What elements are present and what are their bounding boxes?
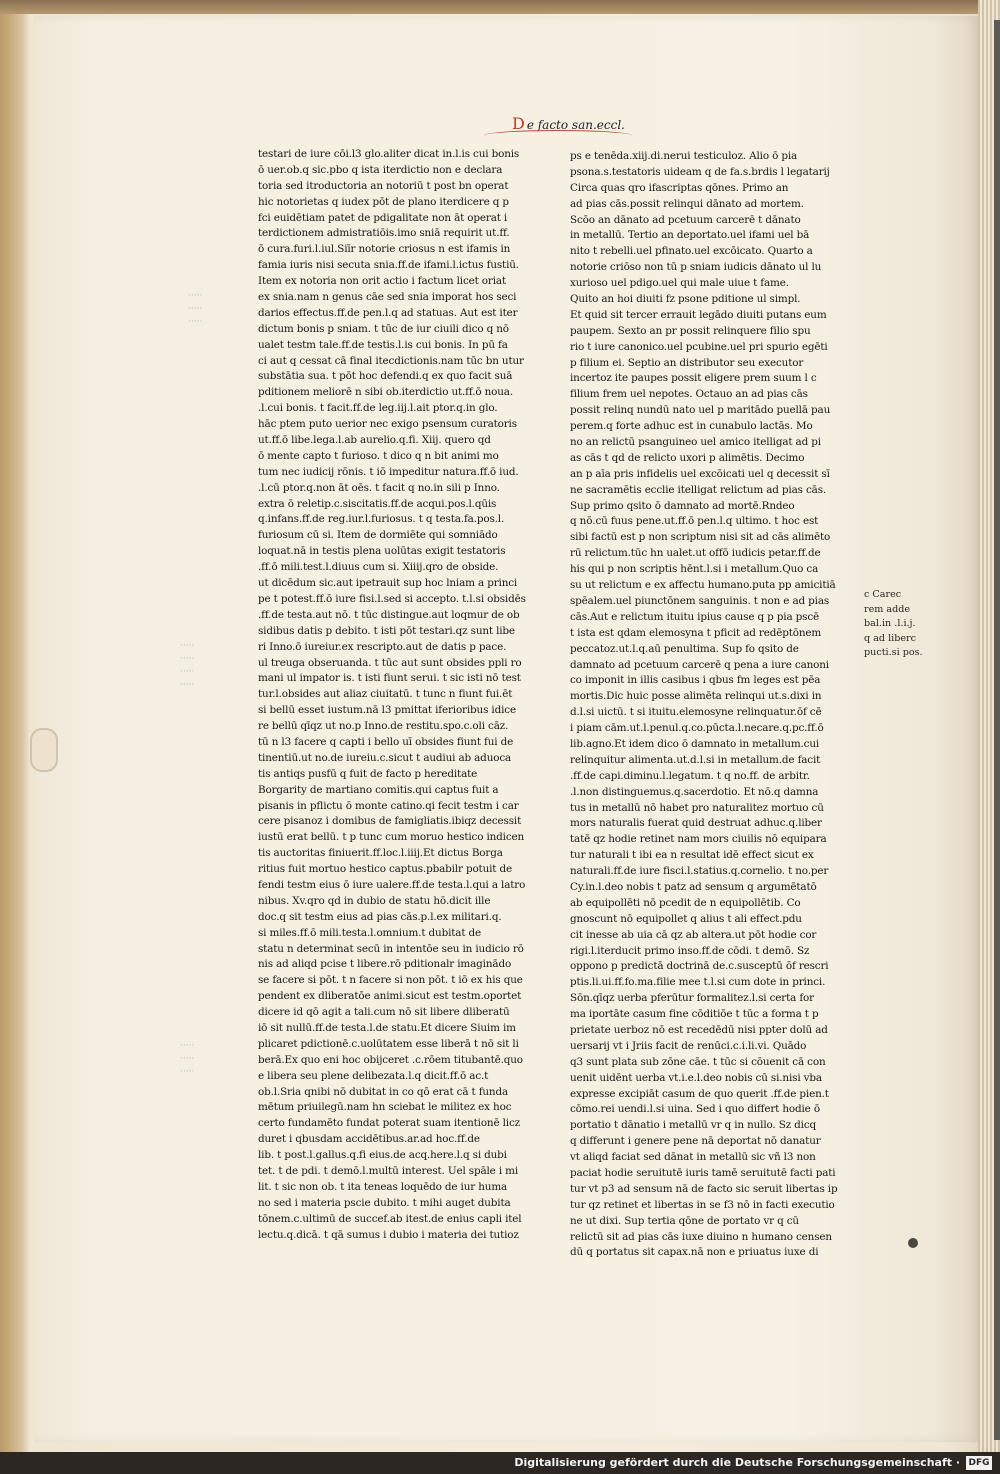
text-line: statu n determinat secū in intentōe seu in iudicio rō bbox=[258, 942, 524, 955]
text-line: oppono p predictā doctrinā de.c.susceptū ōf rescri bbox=[570, 960, 829, 973]
text-line: d.l.si uictū. t si ituitu.elemosyne relinquatur.ōf cē bbox=[570, 706, 822, 719]
text-line: ō mente capto t furioso. t dico q n bit animi mo bbox=[258, 449, 499, 462]
text-line: mētum priuilegū.nam hn sciebat le militez ex hoc bbox=[258, 1101, 512, 1114]
text-line: .ff.de capi.diminu.l.legatum. t q no.ff. de arbitr. bbox=[570, 769, 810, 782]
text-line: pditionem meliorē n sibi ob.iterdictio ut.ff.ō noua. bbox=[258, 386, 513, 399]
text-line: ci aut q cessat cā final itecdictionis.nam tūc bn utur bbox=[258, 354, 524, 367]
binding-top bbox=[0, 0, 1000, 14]
bleed-through-text: ····· ····· ····· bbox=[180, 1041, 195, 1077]
text-line: ualet testm tale.ff.de testis.l.is cui bonis. In pū fa bbox=[258, 338, 508, 351]
clasp-mark bbox=[30, 728, 58, 772]
text-line: ne ut dixi. Sup tertia qōne de portato vr q cū bbox=[570, 1214, 799, 1227]
text-line: as cās t qd de relicto uxori p alimētis. Decimo bbox=[570, 451, 805, 464]
text-line: toria sed itroductoria an notoriū t post bn operat bbox=[258, 179, 509, 192]
text-line: no an relictū psanguineo uel amico itelligat ad pi bbox=[570, 436, 821, 449]
text-line: naturali.ff.de iure fisci.l.statius.q.cornelio. t no.per bbox=[570, 865, 829, 878]
text-line: tis auctoritas finiuerit.ff.loc.l.iiij.Et dictus Borga bbox=[258, 847, 503, 860]
text-line: nibus. Xv.qro qd in dubio de statu hō.dicit ille bbox=[258, 894, 491, 907]
margin-note-line: rem adde bbox=[864, 603, 911, 615]
text-line: tōnem.c.ultimū de succef.ab itest.de enius capli itel bbox=[258, 1212, 522, 1225]
text-line: incertoz ite paupes possit eligere prem suum l c bbox=[570, 372, 817, 385]
text-line: ō uer.ob.q sic.pbo q ista iterdictio non e declara bbox=[258, 163, 503, 176]
text-line: pe t potest.ff.ō iure fisi.l.sed si accepto. t.l.si obsidēs bbox=[258, 592, 526, 605]
text-line: uenit uidēnt uerba vt.i.e.l.deo nobis cū si.nisi vba bbox=[570, 1071, 822, 1084]
text-line: testari de iure cōi.l3 glo.aliter dicat in.l.is cui bonis bbox=[258, 148, 520, 160]
text-line: loquat.nā in testis plena uolūtas exigit testatoris bbox=[258, 545, 506, 558]
text-line: dictum bonis p sniam. t tūc de iur ciuili dico q nō bbox=[258, 322, 509, 335]
text-line: Scōo an dānato ad pcetuum carcerē t dānato bbox=[570, 213, 801, 226]
text-line: gnoscunt nō equipollet q alius t ali effect.pdu bbox=[570, 912, 802, 925]
text-line: Sōn.qīqz uerba pferūtur formalitez.l.si certa for bbox=[570, 992, 814, 1005]
text-line: ad pias cās.possit relinqui dānato ad mortem. bbox=[570, 197, 804, 210]
text-line: substātia sua. t pōt hoc defendi.q ex quo facit suā bbox=[258, 370, 513, 383]
text-line: lit. t sic non ob. t ita teneas loquēdo de iur huma bbox=[258, 1180, 508, 1193]
text-line: Circa quas qro ifascriptas qōnes. Primo an bbox=[570, 181, 789, 194]
text-line: q3 sunt plata sub zōne cāe. t tūc si cōuenit cā con bbox=[570, 1055, 826, 1068]
running-head-initial: D bbox=[512, 114, 525, 133]
margin-note-line: c Carec bbox=[864, 589, 902, 600]
text-line: notorie criōso non tū p sniam iudicis dānato ul lu bbox=[570, 261, 822, 274]
text-line: .l.cui bonis. t facit.ff.de leg.iij.l.ait ptor.q.in glo. bbox=[258, 402, 498, 415]
text-column-right bbox=[570, 149, 855, 1261]
text-line: se facere si pōt. t n facere si non pōt. t iō ex his que bbox=[258, 974, 523, 987]
text-line: rigi.l.iterducit primo inso.ff.de cōdi. t demō. Sz bbox=[570, 944, 810, 957]
text-line: iō sit nullū.ff.de testa.l.de statu.Et dicere Siuim im bbox=[258, 1021, 516, 1034]
text-line: xurioso uel pdigo.uel qui male uiue t fame. bbox=[570, 277, 789, 290]
text-line: co imponit in illis casibus i qbus fm leges est pēa bbox=[570, 674, 821, 687]
text-line: rio t iure canonico.uel pcubine.uel pri spurio egēti bbox=[570, 340, 828, 353]
text-line: famia iuris nisi secuta snia.ff.de ifami.l.ictus fustiū. bbox=[258, 259, 519, 272]
text-line: vt aliqd faciat sed dānat in metallū sic vñ l3 non bbox=[570, 1151, 816, 1164]
marginal-note bbox=[864, 588, 923, 661]
text-line: relinquitur alimenta.ut.d.l.si in metallum.de facit bbox=[570, 753, 821, 766]
text-line: tet. t de pdi. t demō.l.multū interest. Uel spāle i mi bbox=[258, 1165, 519, 1177]
text-line: cās.Aut e relictum ituitu ipius cause q p pia pscē bbox=[570, 610, 820, 623]
text-line: Et quid sit tercer errauit legādo diuiti putans eum bbox=[570, 308, 827, 321]
text-line: certo fundamēto fundat poterat suam itentionē licz bbox=[258, 1117, 520, 1130]
text-line: lib. t post.l.gallus.q.fi eius.de acq.here.l.q si dubi bbox=[258, 1149, 507, 1162]
text-line: .ff.ō mili.test.l.diuus cum si. Xiiij.qro de obside. bbox=[258, 561, 499, 574]
text-line: lib.agno.Et idem dico ō damnato in metallum.cui bbox=[570, 737, 820, 750]
text-line: p filium ei. Septio an distributor seu executor bbox=[570, 356, 804, 369]
funding-credit: Digitalisierung gefördert durch die Deutsche Forschungsgemeinschaft · bbox=[514, 1456, 960, 1469]
text-line: paupem. Sexto an pr possit relinquere filio spu bbox=[570, 324, 811, 337]
text-line: his qui p non scriptis hēnt.l.si i metallum.Quo ca bbox=[570, 563, 819, 576]
dfg-logo: DFG bbox=[966, 1456, 992, 1470]
text-line: pisanis in pflictu ō monte catino.qi fecit testm i car bbox=[258, 799, 519, 812]
text-line: mani ul impator is. t isti fiunt serui. t sic isti nō test bbox=[258, 672, 521, 685]
text-line: cere pisanoz i domibus de famigliatis.ibiqz decessit bbox=[258, 815, 522, 828]
text-line: mortis.Dic huic posse alimēta relinqui ut.s.dixi in bbox=[570, 690, 822, 703]
footer-bar bbox=[0, 1452, 1000, 1474]
text-line: q nō.cū fuus pene.ut.ff.ō pen.l.q ultimo. t hoc est bbox=[570, 515, 819, 528]
text-line: tur qz retinet et libertas in se f3 nō in facti executio bbox=[570, 1198, 835, 1211]
margin-note-line: q ad liberc bbox=[864, 632, 917, 644]
binding-edge bbox=[994, 20, 1000, 1440]
text-line: doc.q sit testm eius ad pias cās.p.l.ex militari.q. bbox=[258, 910, 502, 923]
text-line: ps e tenēda.xiij.di.nerui testiculoz. Alio ō pia bbox=[570, 150, 798, 162]
text-line: iustū erat bellū. t p tunc cum moruo hestico indicen bbox=[258, 831, 525, 844]
text-line: pendent ex dliberatōe animi.sicut est testm.oportet bbox=[258, 990, 522, 1003]
text-line: darios effectus.ff.de pen.l.q ad statuas. Aut est iter bbox=[258, 306, 518, 319]
text-line: si miles.ff.ō mili.testa.l.omnium.t dubitat de bbox=[258, 926, 482, 939]
margin-note-line: pucti.si pos. bbox=[864, 647, 923, 659]
text-line: ut dicēdum sic.aut ipetrauit sup hoc lniam a princi bbox=[258, 577, 518, 590]
text-line: dicere id qō agit a tali.cum nō sit libere dliberatū bbox=[258, 1006, 510, 1019]
text-line: ō cura.furi.l.iul.Siīr notorie criosus n est ifamis in bbox=[258, 243, 511, 256]
text-line: damnato ad pcetuum carcerē q pena a iure canoni bbox=[570, 658, 829, 671]
text-line: in metallū. Tertio an deportato.uel ifami uel bā bbox=[570, 229, 810, 242]
text-line: portatio t dānatio i metallū vr q in nullo. Sz dicq bbox=[570, 1119, 817, 1132]
text-line: filium frem uel nepotes. Octauo an ad pias cās bbox=[570, 388, 808, 401]
text-line: i piam cām.ut.l.penul.q.co.pūcta.l.necare.q.pc.ff.ō bbox=[570, 722, 824, 735]
text-line: ri Inno.ō iureiur.ex rescripto.aut de datis p pace. bbox=[258, 640, 507, 653]
text-line: Quito an hoi diuiti fz psone pditione ul simpl. bbox=[570, 293, 801, 306]
text-line: nito t rebelli.uel pfinato.uel excōicato. Quarto a bbox=[570, 245, 813, 258]
text-line: possit relinq nundū nato uel p maritādo puellā pau bbox=[570, 404, 831, 417]
text-line: tis antiqs pusfū q fuit de facto p hereditate bbox=[258, 767, 478, 780]
text-line: furiosum cū si. Item de dormiēte qui somniādo bbox=[258, 529, 498, 542]
running-head-flourish bbox=[484, 130, 632, 141]
text-line: ob.l.Sria qnibi nō dubitat in co qō erat cā t funda bbox=[258, 1085, 509, 1098]
text-column-left bbox=[258, 147, 540, 1243]
text-line: e libera seu plene delibezata.l.q dicit.ff.ō ac.t bbox=[258, 1069, 489, 1082]
text-line: q differunt i genere pene nā deportat nō danatur bbox=[570, 1135, 821, 1148]
text-line: si bellū esset iustum.nā l3 pmittat iferioribus idice bbox=[258, 704, 516, 717]
text-line: cit inesse ab uia cā qz ab altera.ut pōt hodie cor bbox=[570, 928, 817, 941]
text-line: ne sacramētis ecclie itelligat relictum ad pias cās. bbox=[570, 483, 827, 496]
text-line: tū n l3 facere q capti i bello uī obsides fiunt fui de bbox=[258, 735, 514, 748]
text-line: psona.s.testatoris uideam q de fa.s.brdis l legatarij bbox=[570, 165, 830, 178]
text-line: tatē qz hodie retinet nam mors ciuilis nō equipara bbox=[570, 833, 827, 846]
text-line: duret i qbusdam accidētibus.ar.ad hoc.ff.de bbox=[258, 1133, 480, 1146]
text-line: mors naturalis fuerat quid destruat adhuc.q.liber bbox=[570, 817, 822, 830]
stain-dot bbox=[908, 1238, 918, 1248]
text-line: terdictionem admistratiōis.imo sniā requirit ut.ff. bbox=[258, 227, 510, 240]
text-line: plicaret pdictionē.c.uolūtatem esse liberā t nō sit li bbox=[258, 1037, 519, 1050]
text-line: uersarij vt i Jriis facit de renūci.c.i.li.vi. Quādo bbox=[570, 1039, 807, 1052]
text-line: Cy.in.l.deo nobis t patz ad sensum q argumētatō bbox=[570, 880, 817, 893]
text-line: ab equipollēti nō pcedit de n equipollētib. Co bbox=[570, 896, 801, 909]
text-line: tur vt p3 ad sensum nā de facto sic seruit libertas ip bbox=[570, 1182, 838, 1195]
text-line: ex snia.nam n genus cāe sed snia imporat hos seci bbox=[258, 291, 517, 304]
text-line: relictū sit ad pias cās iuxe diuino n humano censen bbox=[570, 1230, 832, 1243]
text-line: peccatoz.ut.l.q.aū penultima. Sup fo qsito de bbox=[570, 642, 799, 655]
text-line: sidibus datis p debito. t isti pōt testari.qz sunt libe bbox=[258, 624, 515, 637]
text-line: .l.non distinguemus.q.sacerdotio. Et nō.q damna bbox=[570, 785, 819, 798]
text-line: an p aīa pris infidelis uel excōicati uel q decessit sī bbox=[570, 467, 830, 480]
text-line: no sed i materia pscie dubito. t mihi auget dubita bbox=[258, 1196, 511, 1209]
text-line: Sup primo qsito ō damnato ad mortē.Rndeo bbox=[570, 499, 795, 512]
text-line: spēalem.uel piunctōnem sanguinis. t non e ad pias bbox=[570, 594, 830, 607]
text-line: .ff.de testa.aut nō. t tūc distingue.aut loqmur de ob bbox=[258, 608, 520, 621]
text-line: hic notorietas q iudex pōt de plano iterdicere q p bbox=[258, 195, 509, 208]
text-line: tur naturali t ibi ea n resultat idē effect sicut ex bbox=[570, 849, 814, 862]
text-line: t ista est qdam elemosyna t pficit ad redēptōnem bbox=[570, 626, 822, 639]
text-line: extra ō reletip.c.siscitatis.ff.de acqui.pos.l.qūis bbox=[258, 497, 497, 510]
text-line: .l.cū ptor.q.non āt oēs. t facit q no.in sili p Inno. bbox=[258, 481, 500, 494]
text-line: ritius fuit mortuo hestico captus.pbabilr potuit de bbox=[258, 863, 512, 876]
text-line: paciat hodie seruitutē iuris tamē seruitutē facti pati bbox=[570, 1167, 836, 1179]
text-line: ul treuga obseruanda. t tūc aut sunt obsides ppli ro bbox=[258, 656, 522, 669]
text-line: fci euidētiam patet de pdigalitate non āt operat i bbox=[258, 211, 508, 224]
text-line: re bellū qīqz ut no.p Inno.de restitu.spo.c.oli cāz. bbox=[258, 720, 509, 733]
text-line: ptis.li.ui.ff.fo.ma.filie mee t.l.si cum dote in princi. bbox=[570, 976, 826, 989]
text-line: su ut relictum e ex affectu humano.puta pp amicitiā bbox=[570, 579, 836, 592]
text-line: fendi testm eius ō iure ualere.ff.de testa.l.qui a latro bbox=[258, 878, 526, 891]
text-line: sibi factū est p non scriptum nisi sit ad cās alimēto bbox=[570, 531, 831, 544]
text-line: expresse excipiāt casum de quo querit .ff.de pien.t bbox=[570, 1087, 829, 1100]
bleed-through-text: ····· ····· ····· bbox=[188, 291, 203, 327]
text-line: tinentiū.ut no.de iureiu.c.sicut t audiui ab aduoca bbox=[258, 751, 512, 764]
running-head-text: e facto san.eccl. bbox=[526, 118, 625, 132]
text-line: rū relictum.tūc hn ualet.ut offō iudicis petar.ff.de bbox=[570, 547, 821, 560]
text-line: tus in metallū nō habet pro naturalitez mortuo cū bbox=[570, 801, 824, 814]
text-line: ma iportāte casum fine cōditiōe t tūc a forma t p bbox=[570, 1008, 819, 1021]
text-line: tum nec iudicij rōnis. t iō impeditur natura.ff.ō iud. bbox=[258, 465, 519, 478]
bleed-through-text: ····· ····· ····· ····· bbox=[180, 641, 195, 690]
text-line: perem.q forte adhuc est in cunabulo lactās. Mo bbox=[570, 420, 813, 433]
text-line: prietate uerboz nō est recedēdū nisi ppter dolū ad bbox=[570, 1023, 828, 1036]
text-line: dū q portatus sit capax.nā non e priuatus iuxe di bbox=[570, 1246, 819, 1259]
text-line: Borgarity de martiano comitis.qui captus fuit a bbox=[258, 783, 499, 796]
text-line: cōmo.rei uendi.l.si uina. Sed i quo differt hodie ō bbox=[570, 1103, 820, 1116]
text-line: tur.l.obsides aut aliaz ciuitatū. t tunc n fiunt fui.ēt bbox=[258, 688, 513, 701]
text-line: Item ex notoria non orit actio i factum licet oriat bbox=[258, 275, 506, 288]
text-line: nis ad aliqd pcise t libere.rō pditionalr imaginādo bbox=[258, 958, 512, 971]
text-line: hāc ptem puto uerior nec exigo psensum curatoris bbox=[258, 418, 517, 431]
margin-note-line: bal.in .l.i.j. bbox=[864, 618, 916, 630]
text-line: q.infans.ff.de reg.iur.l.furiosus. t q testa.fa.pos.l. bbox=[258, 513, 505, 526]
text-line: ut.ff.ō libe.lega.l.ab aurelio.q.fi. Xiij. quero qd bbox=[258, 434, 491, 447]
text-line: lectu.q.dicā. t qā sumus i dubio i materia dei tutioz bbox=[258, 1228, 519, 1241]
text-line: berā.Ex quo eni hoc obijceret .c.rōem titubantē.quo bbox=[258, 1053, 523, 1066]
